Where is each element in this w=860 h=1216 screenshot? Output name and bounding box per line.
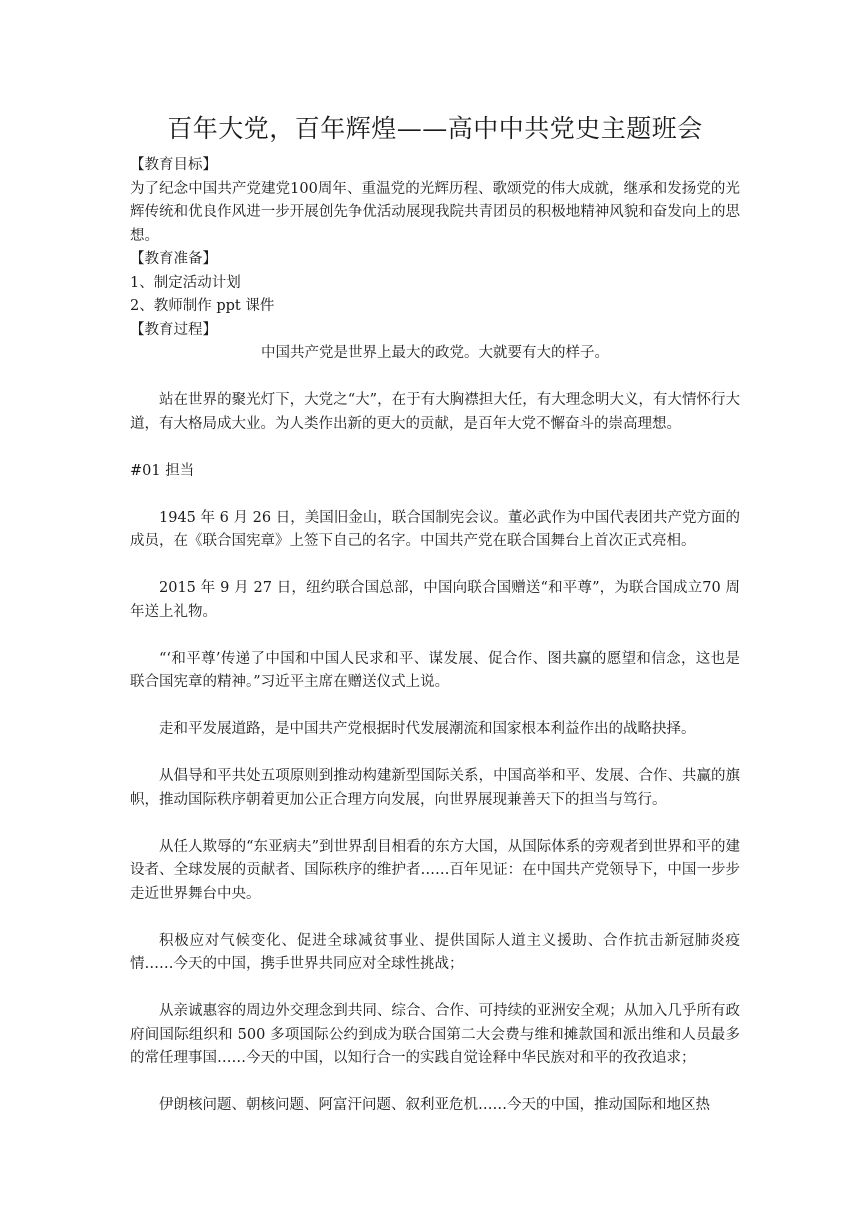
paragraph-spotlight: 站在世界的聚光灯下，大党之“大”，在于有大胸襟担大任，有大理念明大义，有大情怀行大道，有大格局成大业。为人类作出新的更大的贡献，是百年大党不懈奋斗的崇高理想。: [130, 392, 740, 432]
paragraph-quote: “‘和平尊’传递了中国和中国人民求和平、谋发展、促合作、图共赢的愿望和信念，这也是联合国宪章的精神。”习近平主席在赠送仪式上说。: [130, 650, 740, 690]
paragraph-peace: 走和平发展道路，是中国共产党根据时代发展潮流和国家根本利益作出的战略抉择。: [159, 721, 696, 737]
paragraph-climate: 积极应对气候变化、促进全球减贫事业、提供国际人道主义援助、合作抗击新冠肺炎疫情……今天的中国，携手世界共同应对全球性挑战；: [130, 932, 740, 972]
paragraph-asia: 从亲诚惠容的周边外交理念到共同、综合、合作、可持续的亚洲安全观；从加入几乎所有政府间国际组织和 500 多项国际公约到成为联合国第二大会费与维和摊款国和派出维和人员最多的常任理事国……今天的中国，以知行合一的实践自觉诠释中华民族对和平的孜孜追求；: [130, 1003, 740, 1066]
section-heading-goal: 【教育目标】: [130, 157, 217, 173]
section-heading-process: 【教育过程】: [130, 321, 217, 338]
paragraph-gap: [130, 1071, 740, 1095]
paragraph-gap: [130, 366, 740, 390]
document-title: 百年大党，百年辉煌——高中中共党史主题班会: [167, 114, 703, 143]
document-page: [130, 108, 740, 1118]
section-heading-prep: 【教育准备】: [130, 251, 217, 267]
paragraph-gap: [130, 977, 740, 1001]
paragraph-gap: [130, 624, 740, 648]
paragraph-gap: [130, 436, 740, 460]
paragraph-sick-man: 从任人欺辱的“东亚病夫”到世界刮目相看的东方大国，从国际体系的旁观者到世界和平的建设者、全球发展的贡献者、国际秩序的维护者……百年见证：在中国共产党领导下，中国一步步走近世界舞台中央。: [130, 838, 740, 902]
paragraph-1945: 1945 年 6 月 26 日，美国旧金山，联合国制宪会议。董必武作为中国代表团共产党方面的成员，在《联合国宪章》上签下自己的名字。中国共产党在联合国舞台上首次正式亮相。: [130, 509, 740, 549]
paragraph-gap: [130, 906, 740, 930]
paragraph-gap: [130, 812, 740, 836]
paragraph-five-principles: 从倡导和平共处五项原则到推动构建新型国际关系，中国高举和平、发展、合作、共赢的旗帜，推动国际秩序朝着更加公正合理方向发展，向世界展现兼善天下的担当与笃行。: [130, 768, 740, 808]
paragraph-2015: 2015 年 9 月 27 日，纽约联合国总部，中国向联合国赠送“和平尊”，为联合国成立70 周年送上礼物。: [130, 580, 740, 620]
paragraph-gap: [130, 483, 740, 507]
paragraph-iran: 伊朗核问题、朝核问题、阿富汗问题、叙利亚危机……今天的中国，推动国际和地区热: [159, 1097, 710, 1113]
goal-text: 为了纪念中国共产党建党100周年、重温党的光辉历程、歌颂党的伟大成就，继承和发扬党的光辉传统和优良作风进一步开展创先争优活动展现我院共青团员的积极地精神风貌和奋发向上的思想。: [130, 180, 740, 244]
section-heading-01: #01 担当: [130, 462, 195, 479]
paragraph-gap: [130, 695, 740, 719]
paragraph-gap: [130, 554, 740, 578]
paragraph-gap: [130, 742, 740, 766]
intro-center-text: 中国共产党是世界上最大的政党。大就要有大的样子。: [261, 345, 609, 361]
prep-item: 2、教师制作 ppt 课件: [130, 298, 275, 314]
prep-item: 1、制定活动计划: [130, 274, 241, 291]
